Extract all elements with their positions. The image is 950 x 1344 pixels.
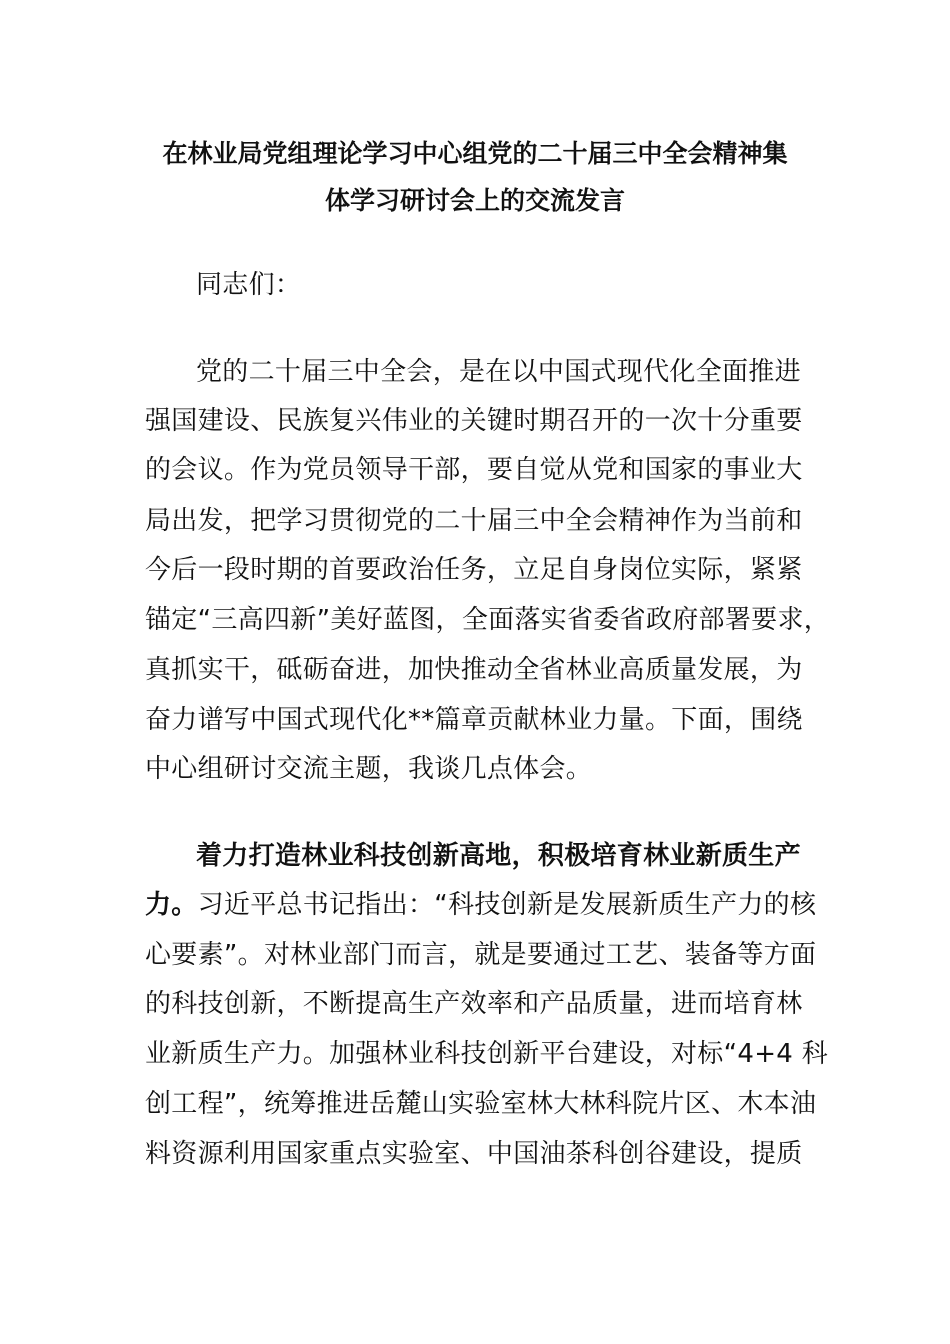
salutation: 同志们：	[196, 270, 302, 300]
paragraph-2-heading-end: 力。	[145, 890, 198, 920]
document-title-line-1: 在林业局党组理论学习中心组党的二十届三中全会精神集	[162, 139, 788, 168]
paragraph-1-line: 今后一段时期的首要政治任务，立足自身岗位实际，紧紧	[145, 555, 803, 585]
paragraph-1-line: 党的二十届三中全会，是在以中国式现代化全面推进	[196, 357, 801, 387]
paragraph-1-line: 的会议。作为党员领导干部，要自觉从党和国家的事业大	[145, 455, 803, 485]
paragraph-2-line: 料资源利用国家重点实验室、中国油茶科创谷建设，提质	[145, 1139, 803, 1169]
paragraph-1-line: 真抓实干，砥砺奋进，加快推动全省林业高质量发展，为	[145, 655, 803, 685]
paragraph-2-line	[145, 889, 816, 921]
paragraph-2-line: 业新质生产力。加强林业科技创新平台建设，对标“4+4 科	[145, 1039, 829, 1069]
paragraph-2-line-text: 习近平总书记指出：“科技创新是发展新质生产力的核	[197, 890, 817, 920]
paragraph-1-line: 局出发，把学习贯彻党的二十届三中全会精神作为当前和	[145, 506, 803, 536]
paragraph-2-line: 创工程”，统筹推进岳麓山实验室林大林科院片区、木本油	[145, 1089, 817, 1119]
document-title-line-2: 体学习研讨会上的交流发言	[324, 186, 625, 215]
paragraph-1-line: 锚定“三高四新”美好蓝图，全面落实省委省政府部署要求，	[145, 605, 831, 635]
paragraph-1-line: 奋力谱写中国式现代化**篇章贡献林业力量。下面，围绕	[145, 705, 803, 735]
paragraph-1-line: 中心组研讨交流主题，我谈几点体会。	[145, 754, 593, 784]
paragraph-2-heading: 着力打造林业科技创新高地，积极培育林业新质生产	[196, 841, 801, 871]
paragraph-1-line: 强国建设、民族复兴伟业的关键时期召开的一次十分重要	[145, 406, 803, 436]
paragraph-2-line: 的科技创新，不断提高生产效率和产品质量，进而培育林	[145, 989, 803, 1019]
paragraph-2-line: 心要素”。对林业部门而言，就是要通过工艺、装备等方面	[145, 940, 817, 970]
